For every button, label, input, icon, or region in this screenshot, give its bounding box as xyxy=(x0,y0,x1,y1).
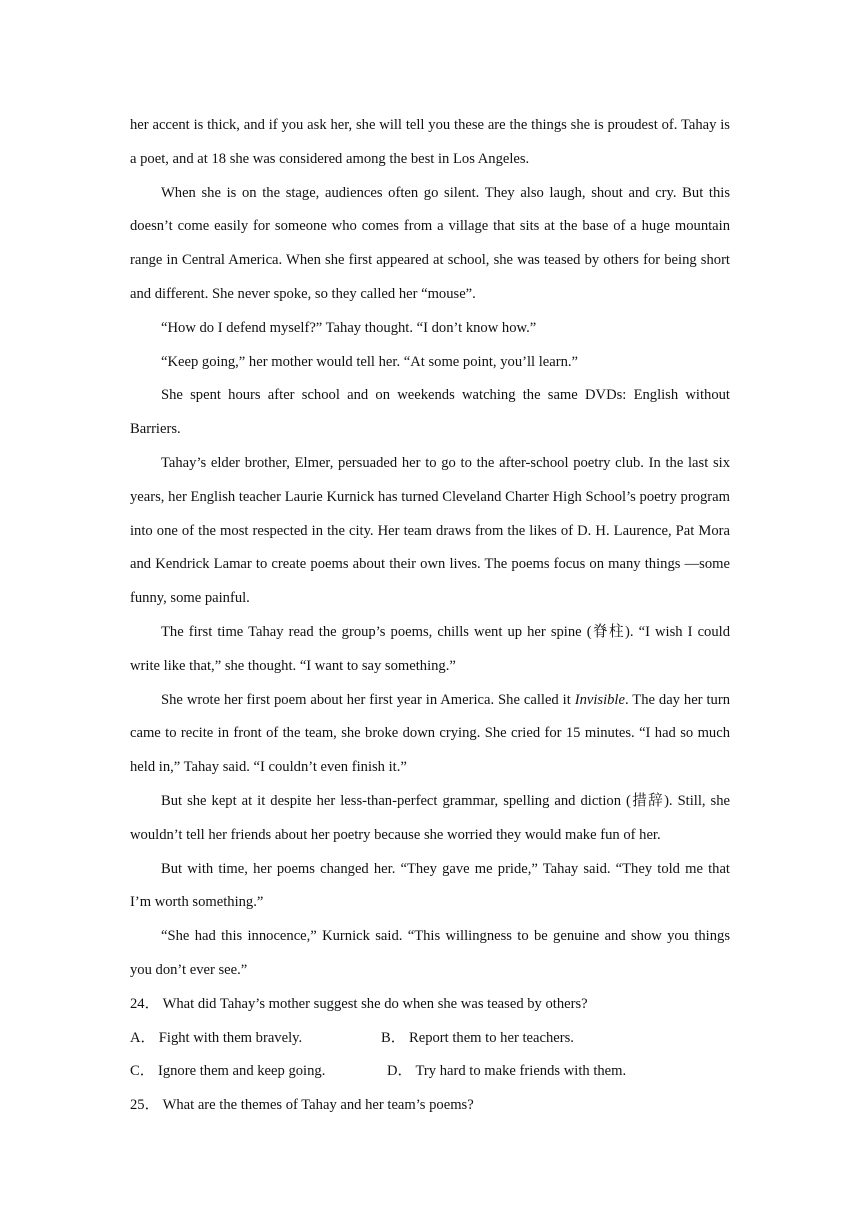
paragraph: The first time Tahay read the group’s poems, chills went up her spine (脊柱). “I wish I could write like that,” she thought. “I want to say something.” xyxy=(130,623,730,674)
paragraph: She spent hours after school and on weekends watching the same DVDs: English without Barriers. xyxy=(130,387,730,438)
options-row xyxy=(130,1022,730,1056)
option-b[interactable]: B． Report them to her teachers. xyxy=(381,1029,574,1046)
option-a[interactable]: A． Fight with them bravely. xyxy=(130,1029,303,1046)
paragraph: But she kept at it despite her less-than-perfect grammar, spelling and diction (措辞). Still, she wouldn’t tell her friends about her poetry because she worried they would make fun of her. xyxy=(130,792,730,843)
question-24 xyxy=(130,988,730,1089)
option-c[interactable]: C． Ignore them and keep going. xyxy=(130,1063,326,1080)
paragraph xyxy=(130,684,730,785)
paragraph: her accent is thick, and if you ask her, she will tell you these are the things she is proudest of. Tahay is a poet, and at 18 she was considered among the best in Los Angeles. xyxy=(130,117,730,167)
question-stem: 25． What are the themes of Tahay and her team’s poems? xyxy=(130,1097,474,1114)
options-row xyxy=(130,1055,730,1089)
question-25 xyxy=(130,1089,730,1123)
paragraph: “She had this innocence,” Kurnick said. “This willingness to be genuine and show you things you don’t ever see.” xyxy=(130,928,730,978)
reading-passage xyxy=(130,109,730,1123)
paragraph: “How do I defend myself?” Tahay thought. “I don’t know how.” xyxy=(161,319,537,336)
paragraph: Tahay’s elder brother, Elmer, persuaded her to go to the after-school poetry club. In the last six years, her English teacher Laurie Kurnick has turned Cleveland Charter High School’s poetry program into one of the most respected in the city. Her team draws from the likes of D. H. Laurence, Pat Mora and Kendrick Lamar to create poems about their own lives. The poems focus on many things —some funny, some painful. xyxy=(130,454,730,607)
paragraph-text: . The day her turn came to recite in front of the team, she broke down crying. She cried for 15 minutes. “I had so much held in,” Tahay said. “I couldn’t even finish it.” xyxy=(130,691,730,776)
option-d[interactable]: D． Try hard to make friends with them. xyxy=(387,1063,627,1080)
paragraph-text: She wrote her first poem about her first year in America. She called it xyxy=(161,691,575,708)
poem-title: Invisible xyxy=(574,691,625,708)
question-stem: 24． What did Tahay’s mother suggest she do when she was teased by others? xyxy=(130,995,588,1012)
paragraph: “Keep going,” her mother would tell her. “At some point, you’ll learn.” xyxy=(161,353,579,370)
paragraph: When she is on the stage, audiences often go silent. They also laugh, shout and cry. But this doesn’t come easily for someone who comes from a village that sits at the base of a huge mountain range in Central America. When she first appeared at school, she was teased by others for being short and different. She never spoke, so they called her “mouse”. xyxy=(130,184,730,302)
paragraph: But with time, her poems changed her. “They gave me pride,” Tahay said. “They told me that I’m worth something.” xyxy=(130,860,730,911)
